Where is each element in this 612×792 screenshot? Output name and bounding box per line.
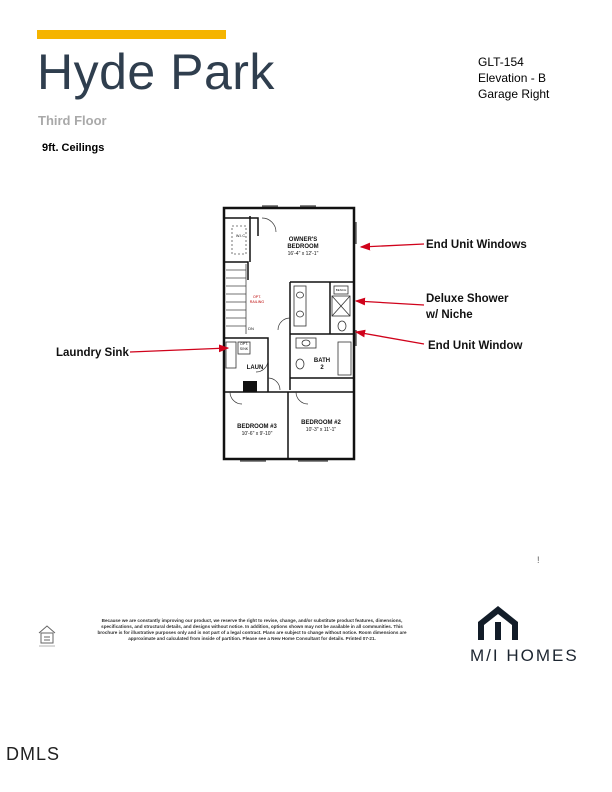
bath2-label-2: 2 bbox=[320, 365, 324, 371]
wic-shelf bbox=[232, 226, 246, 254]
callout-end-unit-windows: End Unit Windows bbox=[426, 239, 527, 251]
staircase bbox=[226, 264, 246, 334]
brand-name: M/I HOMES bbox=[470, 646, 579, 665]
opt-railing-label-2: RAILING bbox=[249, 300, 265, 304]
arrow-end-unit-windows bbox=[361, 244, 424, 247]
arrow-end-unit-window bbox=[356, 332, 424, 344]
floor-subtitle: Third Floor bbox=[38, 113, 107, 128]
plan-code: GLT-154 bbox=[478, 55, 524, 69]
elevation-label: Elevation - B bbox=[478, 71, 547, 85]
callout-deluxe-shower-1: Deluxe Shower bbox=[426, 293, 509, 305]
bedroom3-size: 10'-6" x 9'-10" bbox=[241, 431, 273, 437]
bedroom3-label: BEDROOM #3 bbox=[237, 424, 277, 430]
plan-title: Hyde Park bbox=[37, 44, 275, 100]
opt-sink-label-1: OPT. bbox=[240, 342, 248, 346]
arrow-laundry-sink bbox=[130, 348, 228, 352]
down-label: DN bbox=[248, 326, 254, 331]
callout-deluxe-shower-2: w/ Niche bbox=[426, 309, 473, 321]
mi-homes-logo-mark bbox=[478, 606, 518, 640]
callout-end-unit-window: End Unit Window bbox=[428, 340, 523, 352]
bath2-label-1: BATH bbox=[313, 358, 331, 364]
wic-label: W.I.C. bbox=[235, 234, 247, 238]
bench-label: BENCH bbox=[335, 288, 347, 292]
tick-mark: ! bbox=[537, 555, 540, 565]
opt-railing-label-1: OPT. bbox=[253, 295, 261, 299]
laundry-label: LAUN bbox=[246, 365, 264, 371]
owners-bedroom-label-1: OWNER'S bbox=[288, 237, 318, 243]
legal-disclaimer: Because we are constantly improving our product, we reserve the right to revise, change, and/or substitute product features, dimensions, specifications, and structural details, and designs without notice. In addition, options shown may not be available in all communities. This brochure is for illustrative purposes only and is not part of a legal contract. Plans are subject to change without notice. Room dimensions are approximate and calculated from inside of partition. Please see a New Home Consultant for details. Printed 07-21. bbox=[97, 618, 407, 641]
arrow-deluxe-shower bbox=[356, 301, 424, 305]
equal-housing-icon bbox=[39, 626, 55, 646]
owners-bedroom-label-2: BEDROOM bbox=[287, 244, 319, 250]
dmls-watermark: DMLS bbox=[6, 744, 61, 764]
bath-fixtures bbox=[226, 286, 351, 375]
callout-laundry-sink: Laundry Sink bbox=[56, 347, 129, 359]
bedroom2-size: 10'-3" x 11'-1" bbox=[305, 427, 337, 433]
ceiling-height-note: 9ft. Ceilings bbox=[42, 142, 105, 154]
bedroom2-label: BEDROOM #2 bbox=[301, 420, 341, 426]
owners-bedroom-size: 16'-4" x 12'-1" bbox=[287, 251, 319, 257]
opt-sink-label-2: SINK bbox=[239, 347, 249, 351]
structural-column bbox=[243, 381, 257, 392]
garage-label: Garage Right bbox=[478, 87, 550, 101]
